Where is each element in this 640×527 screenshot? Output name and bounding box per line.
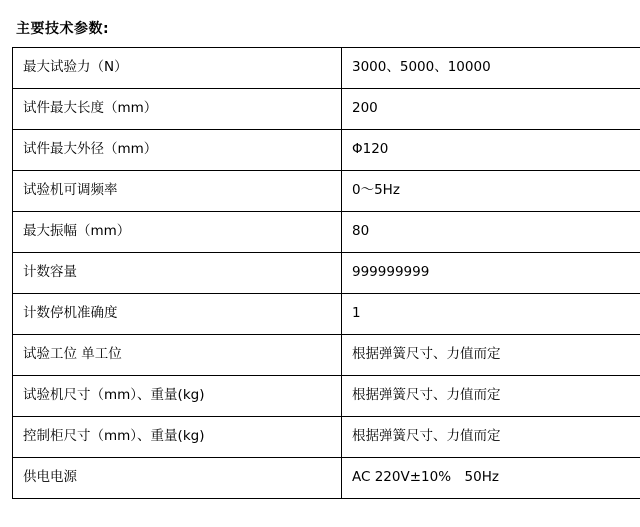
table-row [13,376,640,417]
value-cell: 200 [342,89,640,130]
param-cell: 试验机可调频率 [13,171,342,212]
table-row [13,417,640,458]
value-cell: 80 [342,212,640,253]
table-row [13,253,640,294]
value-cell: 根据弹簧尺寸、力值而定 [342,376,640,417]
param-cell: 试验工位 单工位 [13,335,342,376]
table-row [13,294,640,335]
param-cell: 计数停机准确度 [13,294,342,335]
value-cell: 根据弹簧尺寸、力值而定 [342,335,640,376]
param-cell: 最大试验力（N） [13,48,342,89]
value-cell: 0～5Hz [342,171,640,212]
value-cell: Φ120 [342,130,640,171]
param-cell: 试件最大长度（mm） [13,89,342,130]
spec-table-body [13,48,640,499]
param-cell: 试验机尺寸（mm）、重量(kg) [13,376,342,417]
table-row [13,335,640,376]
table-row [13,171,640,212]
param-cell: 控制柜尺寸（mm）、重量(kg) [13,417,342,458]
value-cell: 999999999 [342,253,640,294]
table-row [13,458,640,499]
table-row [13,48,640,89]
value-cell: 根据弹簧尺寸、力值而定 [342,417,640,458]
value-cell: 1 [342,294,640,335]
table-row [13,130,640,171]
param-cell: 最大振幅（mm） [13,212,342,253]
page-title: 主要技术参数: [16,21,110,37]
table-row [13,212,640,253]
table-row [13,89,640,130]
spec-table [12,47,640,499]
value-cell: 3000、5000、10000 [342,48,640,89]
param-cell: 试件最大外径（mm） [13,130,342,171]
value-cell: AC 220V±10% 50Hz [342,458,640,499]
param-cell: 计数容量 [13,253,342,294]
param-cell: 供电电源 [13,458,342,499]
